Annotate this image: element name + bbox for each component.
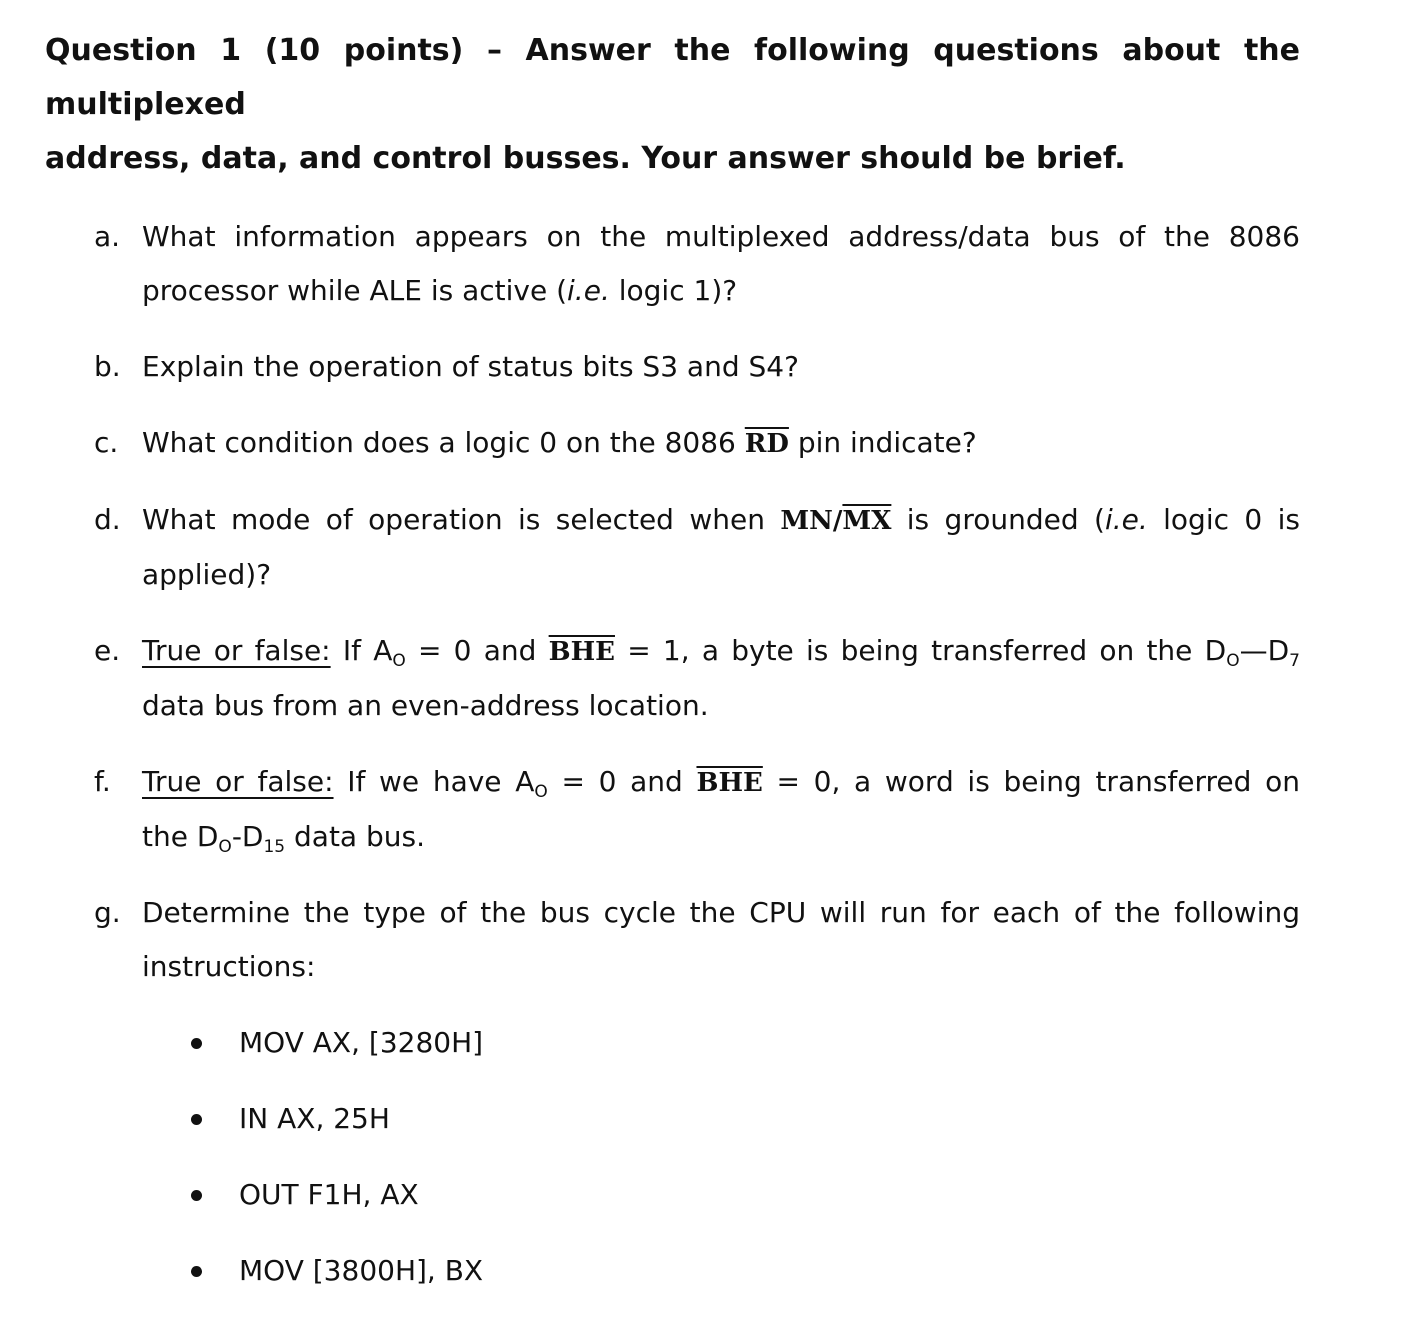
question-letter: a. (94, 220, 121, 253)
instruction-item (45, 1016, 1300, 1070)
question-letter: f. (94, 765, 111, 798)
subscript: 15 (263, 837, 286, 857)
true-false-label: True or false: (142, 765, 334, 798)
bullet-icon (191, 1114, 202, 1125)
text-span: processor while ALE is active ( (142, 274, 568, 307)
question-text (142, 416, 1300, 471)
text-span: —D (1239, 634, 1290, 667)
true-false-label: True or false: (142, 634, 331, 667)
question-g (45, 886, 1300, 994)
text-span: = 0, a word is being transferred on (762, 765, 1300, 798)
text-span: If A (330, 634, 393, 667)
subscript: O (218, 837, 232, 857)
text-span: = 0 and (405, 634, 549, 667)
instruction-text: MOV [3800H], BX (239, 1254, 484, 1287)
text-span: What mode of operation is selected when (142, 503, 781, 536)
question-letter: c. (94, 426, 119, 459)
question-line-1 (142, 755, 1300, 810)
bhe-signal: $\overline{BHE}$ (548, 637, 615, 667)
question-text (142, 755, 1300, 864)
rd-signal: $\overline{RD}$ (744, 429, 789, 459)
text-span: data bus. (285, 820, 426, 853)
question-line-2 (142, 820, 426, 857)
question-line-1: Determine the type of the bus cycle the CPU will run for each of the following (142, 896, 1300, 929)
question-line-1 (142, 493, 1300, 548)
subscript: O (1226, 651, 1240, 671)
bullet-icon (191, 1190, 202, 1201)
text-span: If we have A (333, 765, 535, 798)
instruction-list (45, 1016, 1300, 1298)
subscript: O (534, 782, 548, 802)
question-line-2: instructions: (142, 950, 316, 983)
ie-italic: i.e. (1104, 503, 1148, 536)
question-letter: b. (94, 350, 121, 383)
question-d (45, 493, 1300, 602)
instruction-item (45, 1244, 1300, 1298)
text-span: What condition does a logic 0 on the 8086 (142, 426, 745, 459)
bhe-signal: $\overline{BHE}$ (696, 768, 763, 798)
question-line-1: What information appears on the multiplexed address/data bus of the 8086 (142, 220, 1300, 253)
question-letter: g. (94, 896, 121, 929)
question-text (142, 210, 1300, 318)
text-span: logic 1)? (609, 274, 738, 307)
heading-line-2: address, data, and control busses. Your answer should be brief. (45, 141, 1126, 176)
mn-mx-signal (780, 506, 891, 536)
question-line-2: data bus from an even-address location. (142, 689, 709, 722)
question-text: Explain the operation of status bits S3 and S4? (142, 350, 799, 383)
text-span: is grounded ( (891, 503, 1105, 536)
text-span: the D (142, 820, 219, 853)
question-line-2: applied)? (142, 558, 272, 591)
question-heading (45, 24, 1300, 186)
subscript: 7 (1289, 651, 1300, 671)
question-text (142, 886, 1300, 994)
question-e (45, 624, 1300, 733)
instruction-item (45, 1168, 1300, 1222)
instruction-text: MOV AX, [3280H] (239, 1026, 484, 1059)
question-letter: e. (94, 634, 121, 667)
mx-part: $\overline{MX}$ (842, 506, 892, 536)
question-line-1 (142, 624, 1300, 679)
question-b (45, 340, 1300, 394)
question-list (45, 210, 1300, 994)
question-a (45, 210, 1300, 318)
question-text (142, 493, 1300, 602)
question-text (142, 624, 1300, 733)
question-f (45, 755, 1300, 864)
mn-part: MN/ (780, 506, 843, 536)
document-page (45, 24, 1300, 1320)
question-c (45, 416, 1300, 471)
heading-line-1: Question 1 (10 points) – Answer the following questions about the multiplexed (45, 33, 1300, 122)
subscript: O (392, 651, 406, 671)
bullet-icon (191, 1038, 202, 1049)
text-span: pin indicate? (788, 426, 977, 459)
ie-italic: i.e. (567, 274, 610, 307)
text-span: logic 0 is (1147, 503, 1300, 536)
question-letter: d. (94, 503, 121, 536)
instruction-item (45, 1092, 1300, 1146)
question-line-2 (142, 274, 737, 307)
text-span: = 1, a byte is being transferred on the D (614, 634, 1227, 667)
text-span: = 0 and (547, 765, 697, 798)
instruction-text: OUT F1H, AX (239, 1178, 419, 1211)
instruction-text: IN AX, 25H (239, 1102, 390, 1135)
text-span: -D (231, 820, 264, 853)
bullet-icon (191, 1266, 202, 1277)
